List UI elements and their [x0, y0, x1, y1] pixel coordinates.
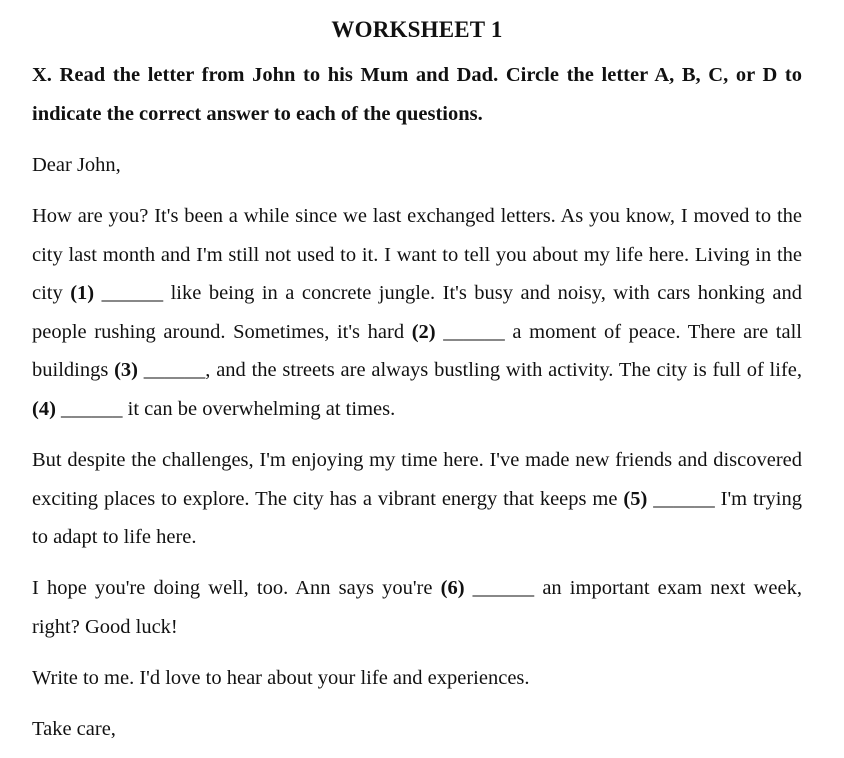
letter-closing: Take care,: [32, 718, 116, 741]
letter-paragraph-3: [32, 569, 802, 646]
blank-number-4: (4): [32, 398, 56, 421]
blank-number-3: (3): [114, 359, 139, 382]
letter-paragraph-1: [32, 197, 802, 429]
letter-paragraph-4: Write to me. I'd love to hear about your life and experiences.: [32, 667, 530, 690]
paragraph-text: How are you? It's been a while since we last exchanged letters. As you know, I moved to the city last month and I'm still not used to it. I want to tell you about my life here. Living in the city: [32, 205, 802, 305]
paragraph-text: ______ a moment of peace. There are tall buildings: [32, 320, 802, 382]
blank-number-5: (5): [623, 487, 648, 510]
paragraph-text: But despite the challenges, I'm enjoying my time here. I've made new friends and discovered exciting places to explore. The city has a vibrant energy that keeps me: [32, 449, 802, 510]
paragraph-text: I hope you're doing well, too. Ann says you're: [32, 577, 441, 600]
blank-number-1: (1): [70, 282, 95, 305]
paragraph-text: ______ an important exam next week, right? Good luck!: [32, 577, 803, 639]
paragraph-text: ______ I'm trying to adapt to life here.: [32, 487, 802, 549]
paragraph-text: ______ it can be overwhelming at times.: [55, 398, 396, 421]
worksheet-title: WORKSHEET 1: [331, 17, 503, 42]
letter-paragraph-2: [32, 441, 802, 557]
blank-number-6: (6): [440, 577, 465, 600]
exercise-instructions: X. Read the letter from John to his Mum and Dad. Circle the letter A, B, C, or D to indicate the correct answer to each of the questions.: [32, 64, 802, 125]
blank-number-2: (2): [411, 320, 436, 343]
letter-greeting: Dear John,: [32, 154, 121, 176]
paragraph-text: ______ like being in a concrete jungle. It's busy and noisy, with cars honking and people rushing around. Sometimes, it's hard: [32, 282, 802, 343]
paragraph-text: ______, and the streets are always bustling with activity. The city is full of life,: [138, 359, 802, 382]
